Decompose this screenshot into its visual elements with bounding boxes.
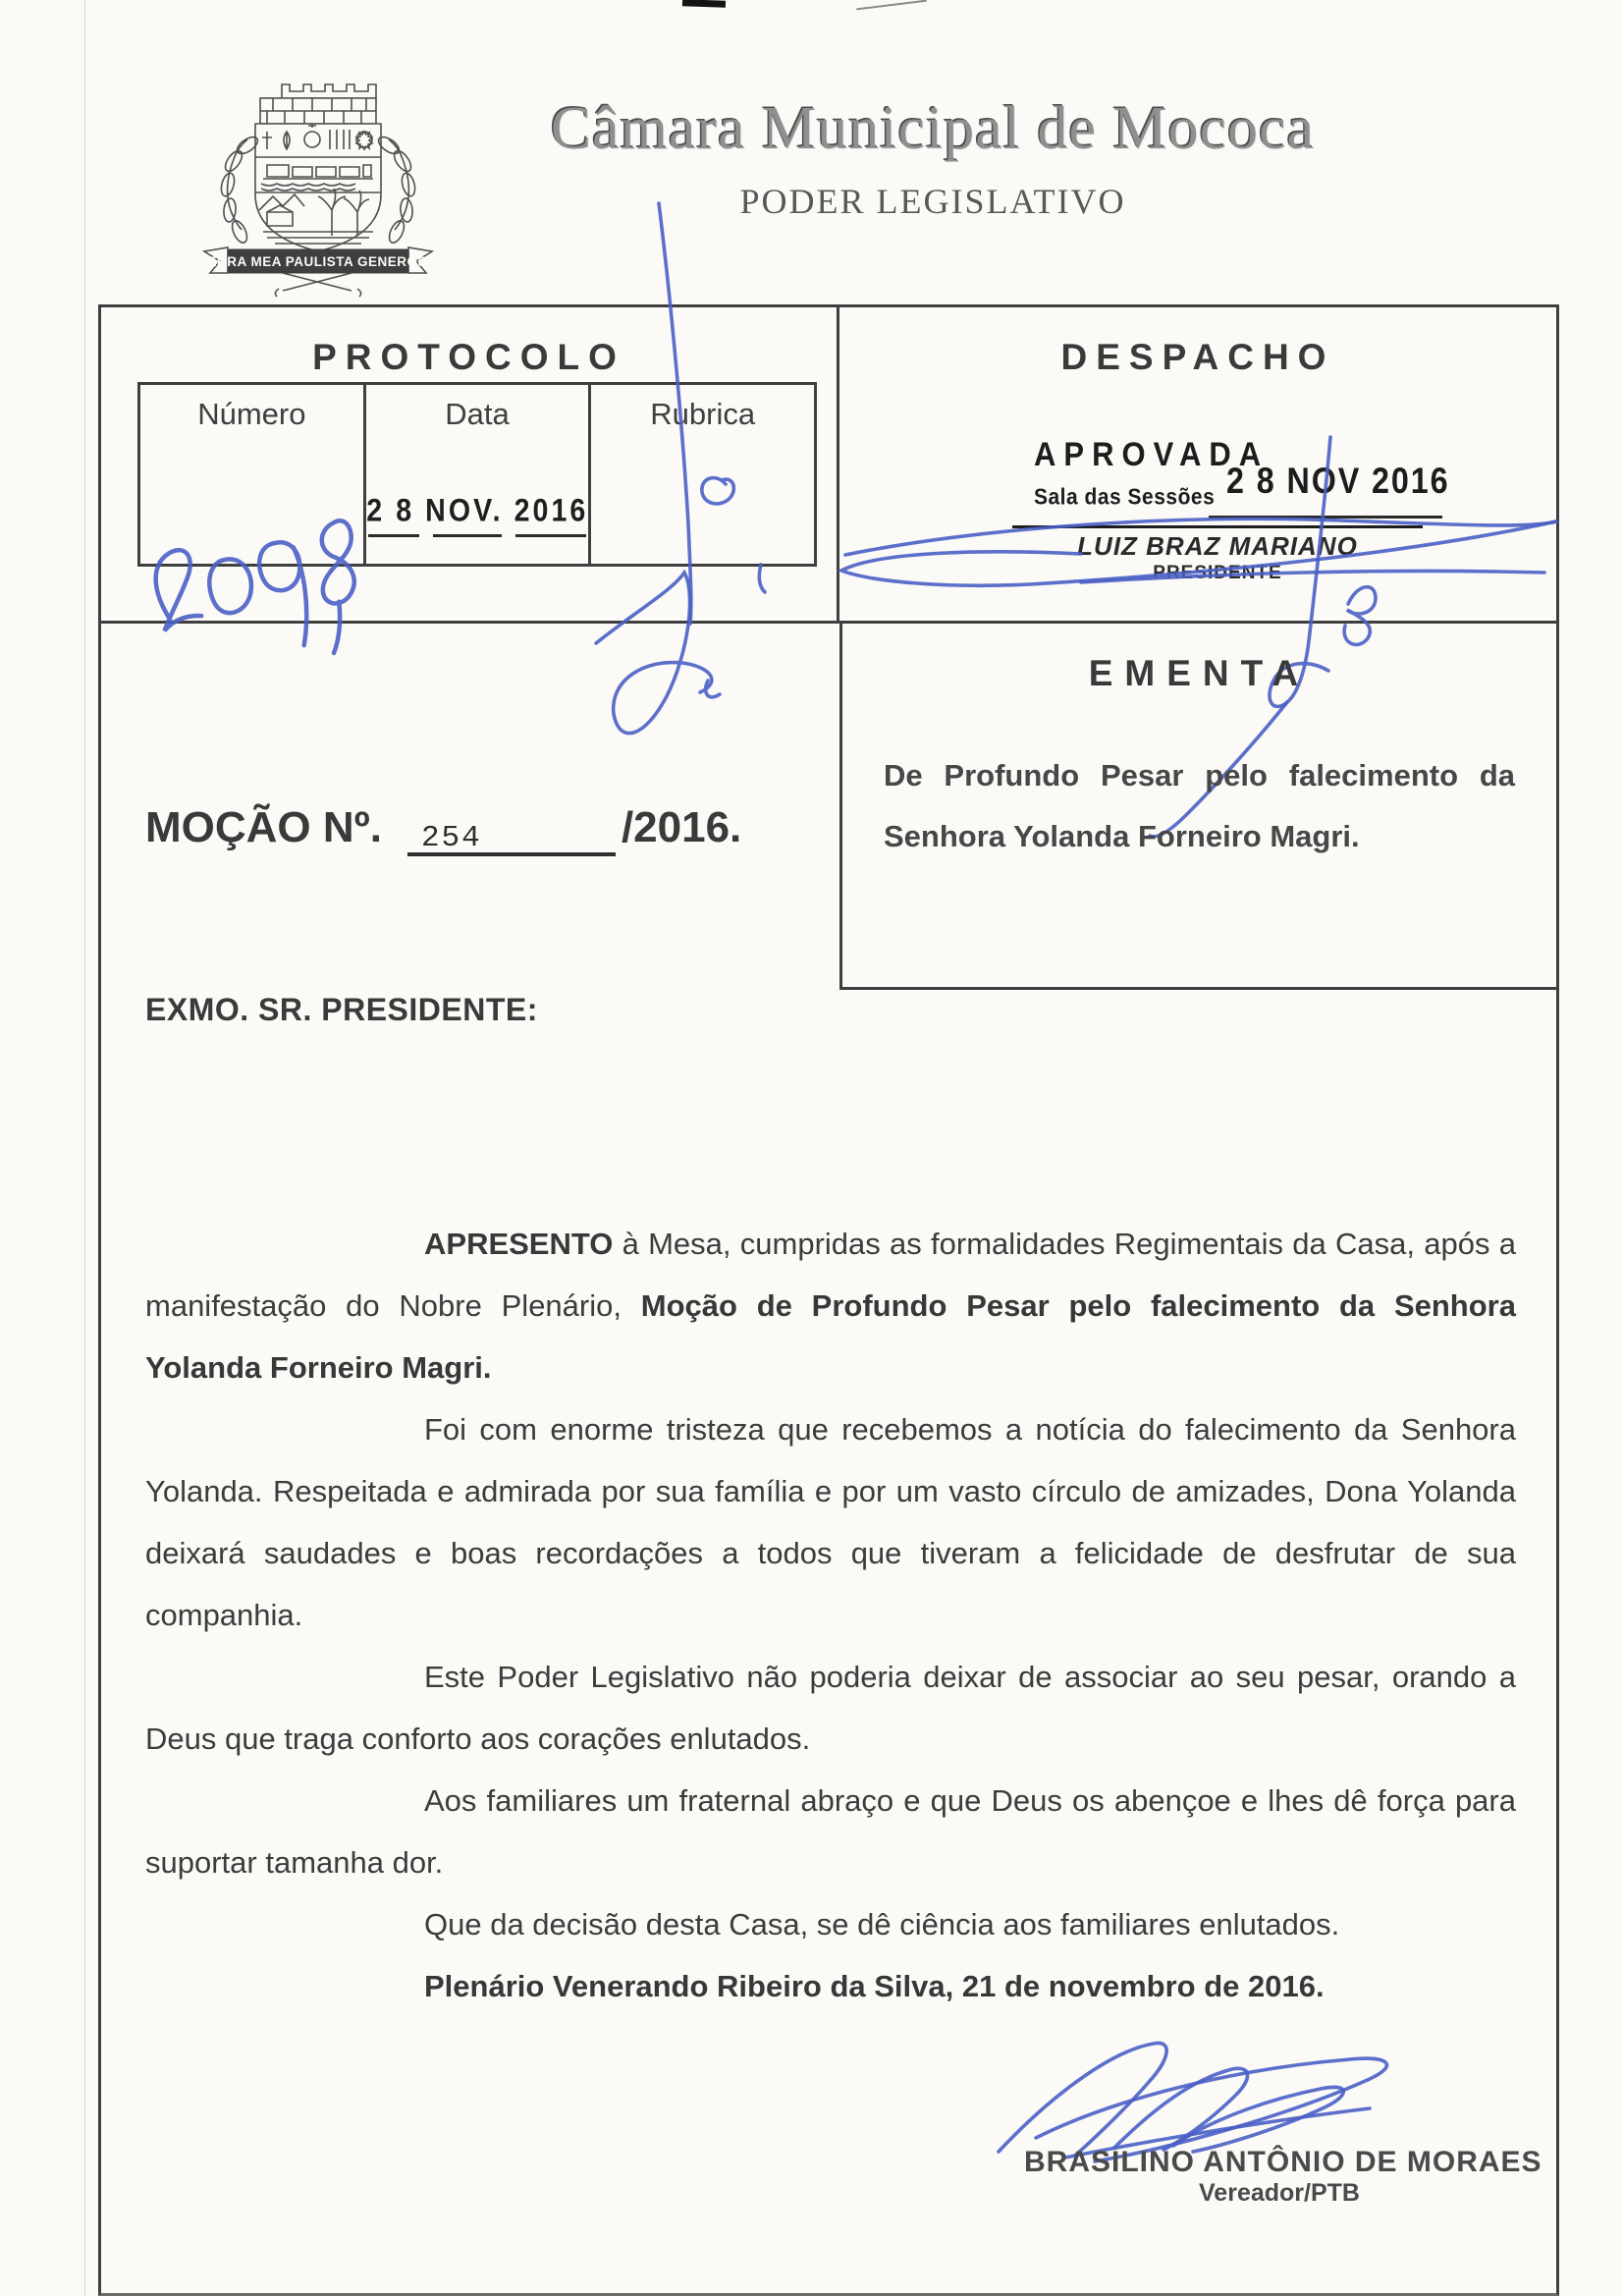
body-paragraph: Este Poder Legislativo não poderia deixar de associar ao seu pesar, orando a Deus que traga conforto aos corações enlutados.	[145, 1660, 1516, 1756]
president-name: LUIZ BRAZ MARIANO	[1077, 531, 1358, 561]
signer-title: Vereador/PTB	[1199, 2179, 1360, 2207]
scan-artifact-dash	[682, 0, 726, 8]
signer-name: BRASILINO ANTÔNIO DE MORAES	[1024, 2146, 1542, 2178]
crest-motto: TERRA MEA PAULISTA GENEROSA	[198, 254, 438, 269]
mocao-number-line	[145, 803, 741, 856]
body-paragraph: APRESENTO à Mesa, cumpridas as formalidades Regimentais da Casa, após a manifestação do Nobre Plenário, Moção de Profundo Pesar pelo falecimento da Senhora Yolanda Forneiro Magri.	[145, 1227, 1516, 1385]
document-subtitle: PODER LEGISLATIVO	[739, 182, 1126, 221]
handwritten-protocol-number	[136, 454, 372, 689]
protocolo-col-numero	[140, 385, 366, 564]
body-paragraph: Aos familiares um fraternal abraço e que Deus os abençoe e lhes dê força para suportar tamanha dor.	[145, 1783, 1516, 1880]
protocolo-title: PROTOCOLO	[312, 337, 625, 377]
scan-artifact-left-edge	[84, 0, 85, 2296]
aprovada-stamp: APROVADA	[1034, 435, 1270, 473]
despacho-section	[839, 307, 1556, 624]
ementa-title: EMENTA	[1088, 653, 1311, 693]
protocol-date-stamp: 2 8 NOV. 2016	[365, 492, 589, 528]
protocolo-header-rubrica: Rubrica	[650, 397, 756, 431]
mocao-year: /2016.	[621, 803, 742, 851]
sala-das-sessoes-stamp: Sala das Sessões	[1034, 484, 1216, 511]
scan-artifact-line	[856, 0, 927, 10]
ementa-text: De Profundo Pesar pelo falecimento da Senhora Yolanda Forneiro Magri.	[884, 758, 1515, 853]
body-paragraphs	[145, 1213, 1516, 2017]
protocolo-header-numero: Número	[197, 397, 306, 431]
body-paragraph: Que da decisão desta Casa, se dê ciência aos familiares enlutados.	[424, 1907, 1340, 1941]
ementa-section	[839, 624, 1556, 990]
body-paragraph: Foi com enorme tristeza que recebemos a notícia do falecimento da Senhora Yolanda. Respeitada e admirada por sua família e por um vasto círculo de amizades, Dona Yolanda deixará saudades e boas recordações a todos que tiveram a felicidade de desfrutar de sua companhia.	[145, 1412, 1516, 1632]
protocolo-section	[101, 307, 839, 624]
despacho-date-stamp: 2 8 NOV 2016	[1225, 461, 1450, 502]
salutation: EXMO. SR. PRESIDENTE:	[145, 992, 538, 1027]
document-frame	[98, 304, 1559, 2296]
plenary-date-line: Plenário Venerando Ribeiro da Silva, 21 de novembro de 2016.	[424, 1969, 1325, 2003]
president-title: PRESIDENTE	[1153, 563, 1282, 583]
protocolo-header-data: Data	[445, 397, 510, 431]
document-title: Câmara Municipal de Mococa	[550, 95, 1316, 162]
mocao-label: MOÇÃO Nº.	[145, 803, 382, 851]
mocao-number-slot	[407, 803, 616, 856]
despacho-title: DESPACHO	[1060, 337, 1335, 377]
mocao-number: 254	[420, 821, 482, 855]
